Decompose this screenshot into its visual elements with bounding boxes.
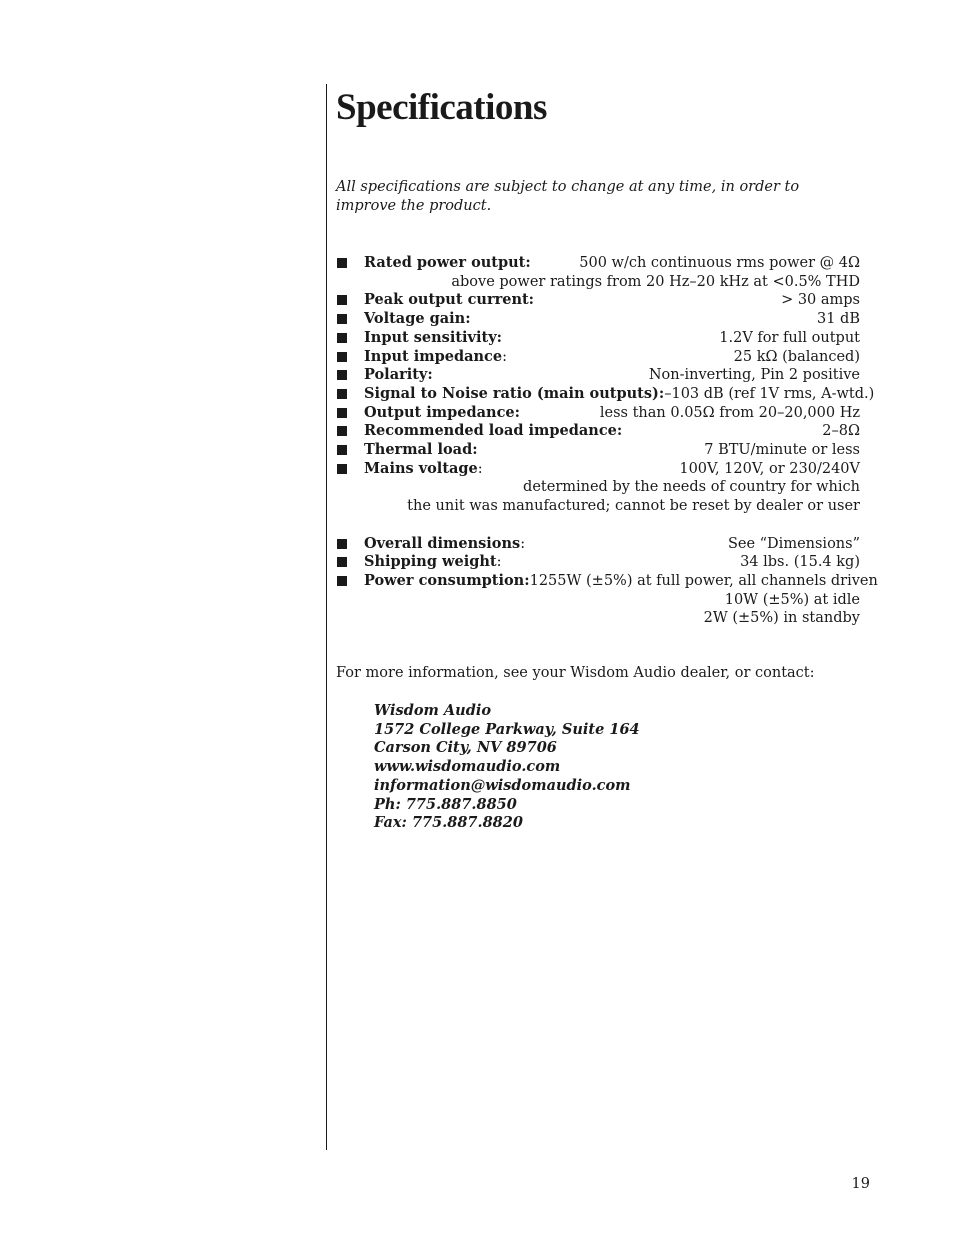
square-bullet-icon (337, 408, 347, 418)
spec-item (336, 571, 878, 628)
spec-row (364, 348, 860, 367)
spec-value: 25 kΩ (balanced) (733, 348, 860, 365)
square-bullet-icon (337, 539, 347, 549)
spec-value: 7 BTU/minute or less (704, 442, 860, 459)
spec-value: See “Dimensions” (727, 535, 860, 552)
spec-row (364, 329, 860, 348)
spec-row (364, 254, 860, 273)
spec-label-colon: : (496, 554, 502, 571)
spec-row (364, 441, 860, 460)
spec-value: Non-inverting, Pin 2 positive (648, 367, 860, 384)
spec-label-colon: : (520, 535, 526, 552)
spec-row (364, 404, 860, 423)
spec-row (364, 291, 860, 310)
square-bullet-icon (337, 464, 347, 474)
spec-label (364, 348, 507, 367)
spec-label-text: Signal to Noise ratio (main outputs): (364, 384, 665, 402)
spec-item (336, 254, 860, 291)
spec-value: 500 w/ch continuous rms power @ 4Ω (579, 255, 860, 271)
spec-item (336, 384, 875, 404)
square-bullet-icon (337, 426, 347, 436)
spec-label-text: Input sensitivity: (364, 328, 502, 346)
spec-value: –103 dB (ref 1V rms, A-wtd.) (664, 385, 875, 402)
spec-item (336, 404, 860, 423)
spec-label (364, 291, 534, 310)
disclaimer-text: All specifications are subject to change at any time, in order to improve the product. (336, 179, 800, 214)
spec-label-colon: : (477, 460, 483, 477)
spec-label-text: Polarity: (364, 366, 433, 384)
spec-value: less than 0.05Ω from 20–20,000 Hz (599, 404, 860, 421)
spec-row (364, 571, 878, 591)
address-line: Carson City, NV 89706 (374, 739, 557, 757)
spec-label-text: Output impedance: (364, 403, 520, 421)
square-bullet-icon (337, 295, 347, 305)
spec-value-continuation: 10W (±5%) at idle (724, 591, 860, 608)
contact-address (374, 702, 640, 833)
spec-label (364, 385, 664, 404)
spec-item (336, 422, 860, 441)
spec-row (364, 460, 860, 479)
spec-item (336, 310, 860, 329)
spec-label-text: Shipping weight (364, 553, 497, 571)
address-line: Wisdom Audio (374, 702, 492, 719)
spec-label (364, 460, 483, 479)
spec-label (364, 572, 530, 591)
address-line: Fax: 775.887.8820 (374, 814, 523, 832)
spec-label (364, 553, 502, 572)
address-line: www.wisdomaudio.com (374, 758, 561, 776)
spec-label-text: Recommended load impedance: (364, 422, 623, 440)
address-line: 1572 College Parkway, Suite 164 (374, 720, 640, 738)
spec-label-text: Voltage gain: (364, 310, 471, 328)
spec-label (364, 422, 622, 441)
spec-value: 1255W (±5%) at full power, all channels driven (529, 572, 878, 589)
square-bullet-icon (337, 333, 347, 343)
spec-label (364, 366, 433, 385)
spec-value: 2–8Ω (822, 423, 860, 440)
spec-item (336, 291, 860, 310)
spec-label (364, 441, 478, 460)
spec-label (364, 329, 502, 348)
spec-value: 34 lbs. (15.4 kg) (740, 554, 860, 571)
spec-value: > 30 amps (781, 292, 860, 309)
spec-value: 100V, 120V, or 230/240V (679, 460, 860, 477)
spec-label-text: Mains voltage (364, 459, 478, 477)
spec-item (336, 441, 860, 460)
square-bullet-icon (337, 445, 347, 455)
spec-label-text: Overall dimensions (364, 534, 521, 552)
spec-list (336, 254, 878, 628)
spec-row (364, 422, 860, 441)
square-bullet-icon (337, 314, 347, 324)
spec-label (364, 404, 520, 423)
square-bullet-icon (337, 576, 347, 586)
address-line: information@wisdomaudio.com (374, 776, 631, 794)
spec-label-text: Rated power output: (364, 254, 531, 271)
spec-value: 1.2V for full output (719, 329, 860, 346)
spec-value-continuation: above power ratings from 20 Hz–20 kHz at <0.5% THD (451, 273, 860, 290)
page-number: 19 (851, 1176, 870, 1192)
square-bullet-icon (337, 557, 347, 567)
square-bullet-icon (337, 352, 347, 362)
page-content (336, 84, 878, 832)
spec-value-continuation: 2W (±5%) in standby (703, 610, 860, 627)
spec-row (364, 535, 860, 554)
spec-value-continuation: the unit was manufactured; cannot be reset by dealer or user (407, 498, 860, 515)
spec-row (364, 310, 860, 329)
square-bullet-icon (337, 370, 347, 380)
spec-item (336, 348, 860, 367)
spec-item (336, 460, 860, 516)
contact-intro: For more information, see your Wisdom Audio dealer, or contact: (336, 665, 815, 681)
spec-row (364, 366, 860, 385)
spec-item (336, 329, 860, 348)
spec-value-continuation: determined by the needs of country for which (523, 479, 860, 496)
spec-row (364, 553, 860, 572)
spec-item (336, 553, 860, 572)
spec-label-text: Input impedance (364, 347, 503, 365)
square-bullet-icon (337, 258, 347, 268)
spec-item (336, 535, 860, 554)
spec-label-colon: : (502, 348, 507, 365)
square-bullet-icon (337, 389, 347, 399)
page-title: Specifications (336, 87, 547, 128)
spec-label-text: Power consumption: (364, 571, 530, 589)
spec-item (336, 366, 860, 385)
spec-label-text: Peak output current: (364, 291, 535, 309)
address-line: Ph: 775.887.8850 (374, 795, 517, 813)
spec-label (364, 310, 471, 329)
spec-row (364, 384, 875, 404)
margin-rule (326, 84, 327, 1150)
spec-value: 31 dB (817, 311, 860, 328)
spec-label (364, 535, 525, 554)
spec-label-text: Thermal load: (364, 441, 478, 459)
spec-label (364, 254, 531, 273)
